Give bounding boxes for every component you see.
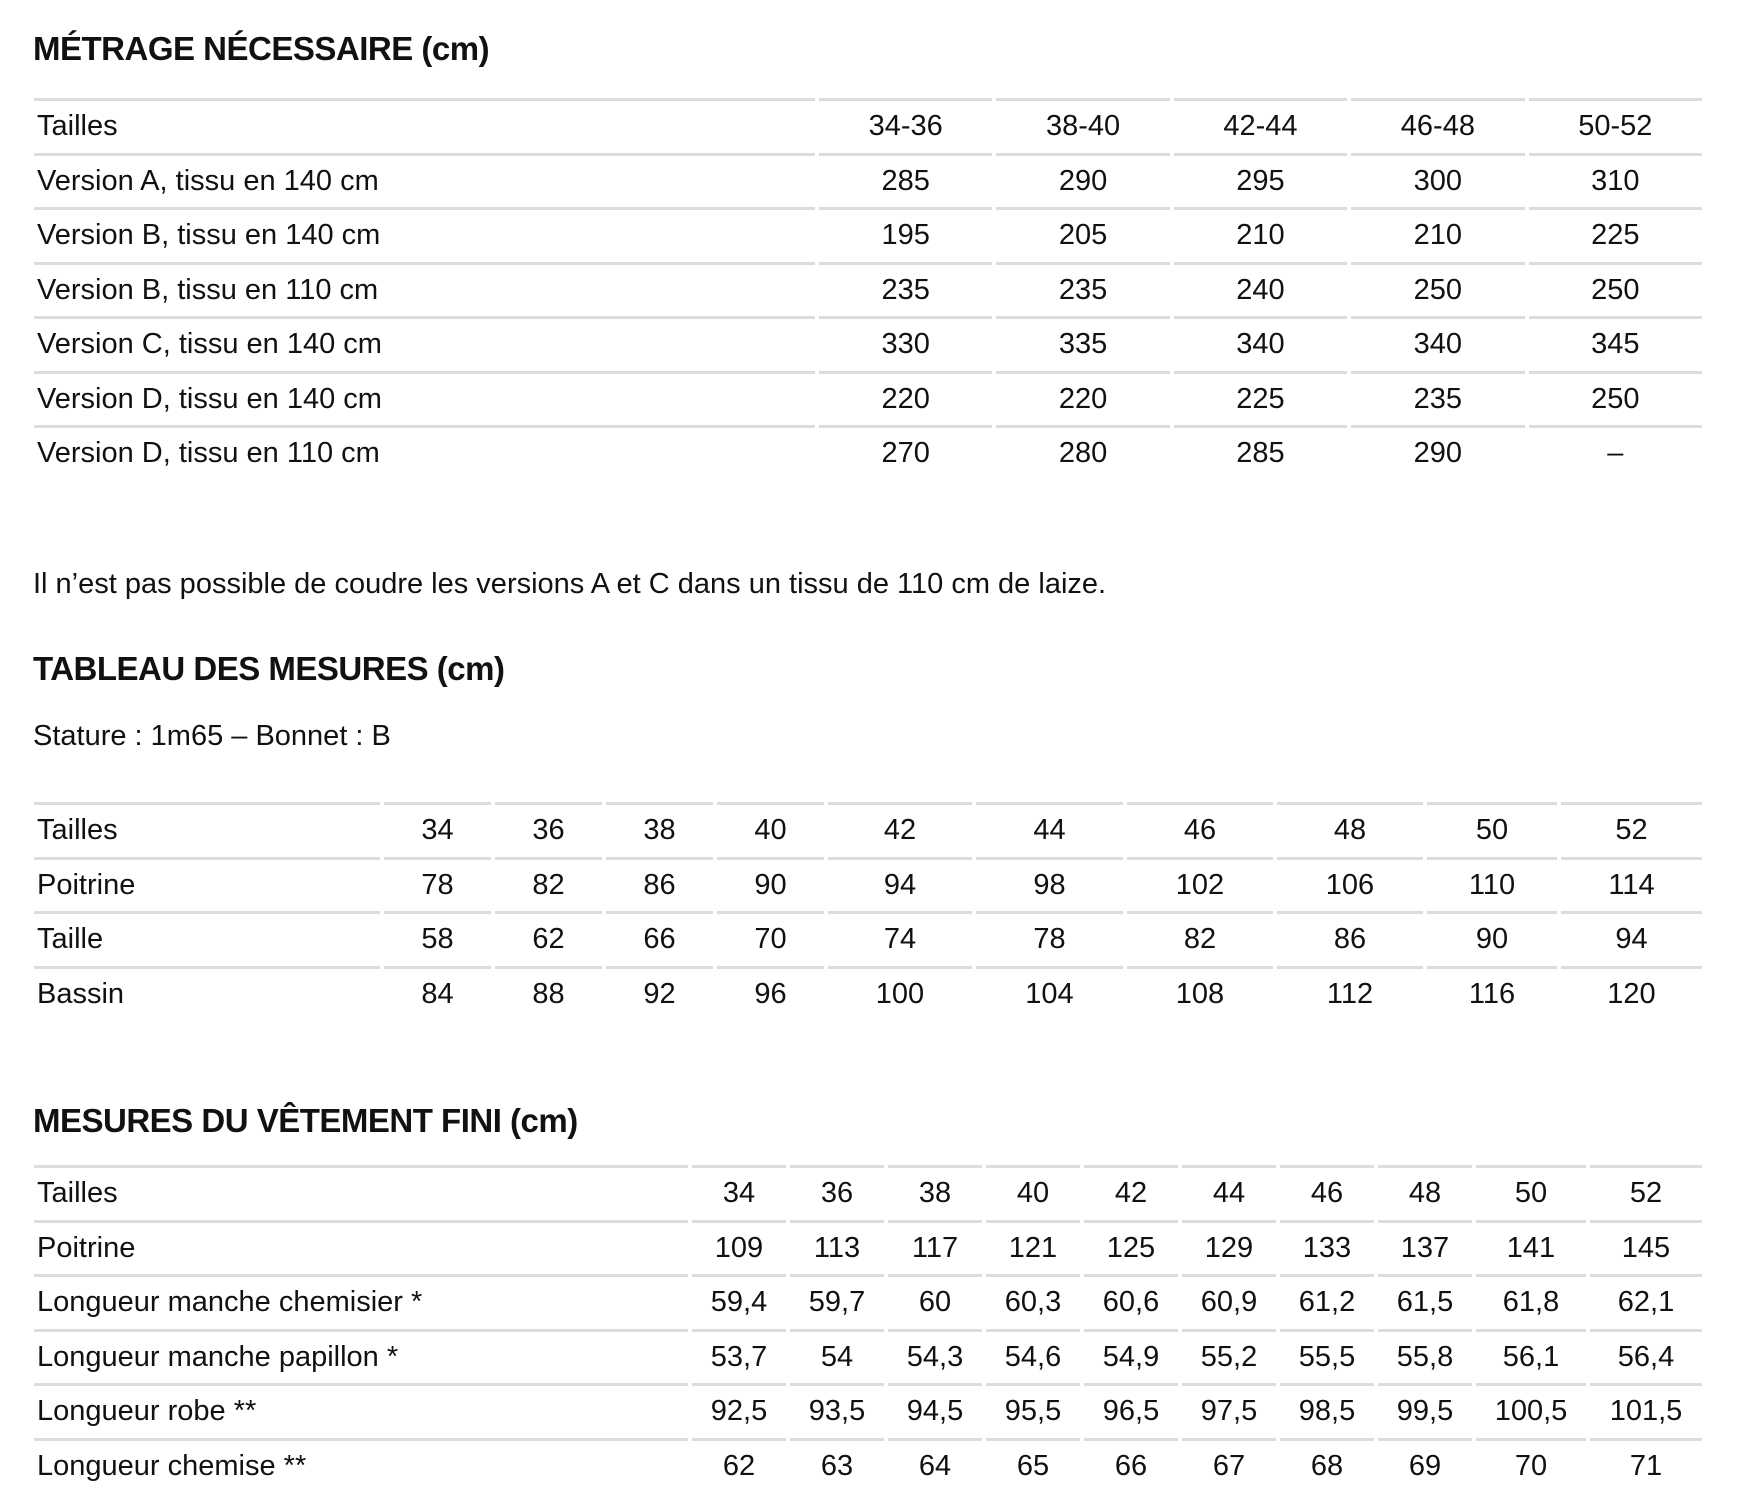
table-cell: 109: [692, 1220, 786, 1275]
column-header-size: 38: [888, 1165, 982, 1220]
table-row: [34, 1274, 1702, 1329]
row-label: Poitrine: [34, 1220, 688, 1275]
table-cell: 67: [1182, 1438, 1276, 1493]
column-header-size: 40: [717, 802, 824, 857]
table-cell: 55,8: [1378, 1329, 1472, 1384]
row-label: Version D, tissu en 140 cm: [34, 371, 815, 426]
table-cell: 285: [1174, 425, 1347, 480]
row-label: Version B, tissu en 140 cm: [34, 207, 815, 262]
table-header-row: [34, 98, 1702, 153]
table-cell: 220: [819, 371, 992, 426]
table-mesures: [30, 802, 1706, 1020]
column-header-size: 42: [828, 802, 972, 857]
table-cell: 125: [1084, 1220, 1178, 1275]
note-laize: Il n’est pas possible de coudre les versions A et C dans un tissu de 110 cm de laize.: [33, 568, 1107, 600]
table-cell: 61,2: [1280, 1274, 1374, 1329]
table-cell: 98,5: [1280, 1383, 1374, 1438]
column-header-size: 38: [606, 802, 713, 857]
column-header-size: 34-36: [819, 98, 992, 153]
row-label: Version C, tissu en 140 cm: [34, 316, 815, 371]
table-cell: 60: [888, 1274, 982, 1329]
row-label: Longueur manche papillon *: [34, 1329, 688, 1384]
row-label: Longueur manche chemisier *: [34, 1274, 688, 1329]
table-cell: 310: [1529, 153, 1702, 208]
table-row: [34, 425, 1702, 480]
table-cell: 94: [828, 857, 972, 912]
table-cell: 71: [1590, 1438, 1702, 1493]
table-cell: 235: [819, 262, 992, 317]
table-cell: 117: [888, 1220, 982, 1275]
table-cell: 62: [495, 911, 602, 966]
table-cell: 104: [976, 966, 1123, 1021]
table-cell: 101,5: [1590, 1383, 1702, 1438]
table-cell: 62,1: [1590, 1274, 1702, 1329]
table-cell: 95,5: [986, 1383, 1080, 1438]
row-label: Version D, tissu en 110 cm: [34, 425, 815, 480]
table-cell: 93,5: [790, 1383, 884, 1438]
column-header-size: 48: [1277, 802, 1423, 857]
table-cell: 280: [996, 425, 1169, 480]
table-cell: 54,3: [888, 1329, 982, 1384]
table-row: [34, 371, 1702, 426]
table-cell: 86: [606, 857, 713, 912]
table-cell: 145: [1590, 1220, 1702, 1275]
row-label: Taille: [34, 911, 380, 966]
table-cell: 225: [1174, 371, 1347, 426]
table-cell: 99,5: [1378, 1383, 1472, 1438]
table-cell: 61,5: [1378, 1274, 1472, 1329]
row-label: Poitrine: [34, 857, 380, 912]
table-cell: 59,4: [692, 1274, 786, 1329]
table-cell: 60,3: [986, 1274, 1080, 1329]
table-row: [34, 1329, 1702, 1384]
row-label: Longueur chemise **: [34, 1438, 688, 1493]
table-cell: 70: [1476, 1438, 1586, 1493]
table-cell: 60,9: [1182, 1274, 1276, 1329]
table-cell: 250: [1529, 262, 1702, 317]
table-cell: 225: [1529, 207, 1702, 262]
table-row: [34, 153, 1702, 208]
column-header-size: 34: [692, 1165, 786, 1220]
column-header-size: 52: [1590, 1165, 1702, 1220]
column-header-size: 42: [1084, 1165, 1178, 1220]
table-cell: 340: [1174, 316, 1347, 371]
table-cell: 94,5: [888, 1383, 982, 1438]
table-cell: 220: [996, 371, 1169, 426]
table-cell: 114: [1561, 857, 1702, 912]
table-cell: 56,1: [1476, 1329, 1586, 1384]
column-header-size: 44: [1182, 1165, 1276, 1220]
column-header-size: 38-40: [996, 98, 1169, 153]
table-cell: 94: [1561, 911, 1702, 966]
table-row: [34, 1383, 1702, 1438]
table-cell: 59,7: [790, 1274, 884, 1329]
table-cell: 70: [717, 911, 824, 966]
table-cell: 110: [1427, 857, 1557, 912]
table-cell: 55,5: [1280, 1329, 1374, 1384]
column-header-size: 46-48: [1351, 98, 1524, 153]
table-cell: 345: [1529, 316, 1702, 371]
table-cell: 68: [1280, 1438, 1374, 1493]
table-cell: 65: [986, 1438, 1080, 1493]
table-fini: [30, 1165, 1706, 1492]
table-header-row: [34, 802, 1702, 857]
table-cell: 113: [790, 1220, 884, 1275]
stature-bonnet-text: Stature : 1m65 – Bonnet : B: [33, 720, 391, 752]
table-cell: 335: [996, 316, 1169, 371]
table-cell: 133: [1280, 1220, 1374, 1275]
table-header-row: [34, 1165, 1702, 1220]
table-row: [34, 316, 1702, 371]
table-cell: 60,6: [1084, 1274, 1178, 1329]
column-header-label: Tailles: [34, 98, 815, 153]
table-cell: 285: [819, 153, 992, 208]
column-header-size: 50: [1476, 1165, 1586, 1220]
table-cell: 195: [819, 207, 992, 262]
table-cell: 235: [1351, 371, 1524, 426]
column-header-size: 40: [986, 1165, 1080, 1220]
row-label: Bassin: [34, 966, 380, 1021]
table-cell: 61,8: [1476, 1274, 1586, 1329]
column-header-size: 46: [1280, 1165, 1374, 1220]
column-header-size: 46: [1127, 802, 1273, 857]
table-cell: 92,5: [692, 1383, 786, 1438]
table-cell: 69: [1378, 1438, 1472, 1493]
column-header-size: 34: [384, 802, 491, 857]
table-cell: 108: [1127, 966, 1273, 1021]
table-row: [34, 857, 1702, 912]
table-cell: 96,5: [1084, 1383, 1178, 1438]
section-title-mesures: TABLEAU DES MESURES (cm): [33, 650, 505, 687]
table-row: [34, 1438, 1702, 1493]
table-cell: 64: [888, 1438, 982, 1493]
table-cell: 205: [996, 207, 1169, 262]
table-cell: 100,5: [1476, 1383, 1586, 1438]
table-cell: 295: [1174, 153, 1347, 208]
table-cell: 54,6: [986, 1329, 1080, 1384]
table-cell: 66: [1084, 1438, 1178, 1493]
table-cell: 62: [692, 1438, 786, 1493]
table-cell: 58: [384, 911, 491, 966]
table-cell: 63: [790, 1438, 884, 1493]
table-cell: 121: [986, 1220, 1080, 1275]
table-cell: 56,4: [1590, 1329, 1702, 1384]
column-header-label: Tailles: [34, 1165, 688, 1220]
column-header-size: 50-52: [1529, 98, 1702, 153]
table-cell: 210: [1174, 207, 1347, 262]
table-cell: 210: [1351, 207, 1524, 262]
table-cell: 340: [1351, 316, 1524, 371]
table-cell: 102: [1127, 857, 1273, 912]
table-cell: 90: [1427, 911, 1557, 966]
table-cell: 82: [1127, 911, 1273, 966]
table-cell: 53,7: [692, 1329, 786, 1384]
row-label: Version B, tissu en 110 cm: [34, 262, 815, 317]
table-cell: 100: [828, 966, 972, 1021]
column-header-size: 36: [495, 802, 602, 857]
table-cell: 66: [606, 911, 713, 966]
table-cell: 250: [1351, 262, 1524, 317]
table-cell: –: [1529, 425, 1702, 480]
table-cell: 74: [828, 911, 972, 966]
table-cell: 270: [819, 425, 992, 480]
table-metrage: [30, 98, 1706, 480]
table-cell: 112: [1277, 966, 1423, 1021]
column-header-size: 52: [1561, 802, 1702, 857]
table-cell: 129: [1182, 1220, 1276, 1275]
table-cell: 92: [606, 966, 713, 1021]
table-row: [34, 911, 1702, 966]
table-cell: 54: [790, 1329, 884, 1384]
table-cell: 55,2: [1182, 1329, 1276, 1384]
table-cell: 88: [495, 966, 602, 1021]
row-label: Longueur robe **: [34, 1383, 688, 1438]
table-cell: 141: [1476, 1220, 1586, 1275]
table-cell: 90: [717, 857, 824, 912]
column-header-label: Tailles: [34, 802, 380, 857]
table-cell: 82: [495, 857, 602, 912]
table-cell: 235: [996, 262, 1169, 317]
table-cell: 54,9: [1084, 1329, 1178, 1384]
column-header-size: 50: [1427, 802, 1557, 857]
table-cell: 250: [1529, 371, 1702, 426]
table-cell: 290: [996, 153, 1169, 208]
table-cell: 78: [976, 911, 1123, 966]
table-cell: 300: [1351, 153, 1524, 208]
table-row: [34, 1220, 1702, 1275]
column-header-size: 42-44: [1174, 98, 1347, 153]
table-cell: 84: [384, 966, 491, 1021]
table-cell: 86: [1277, 911, 1423, 966]
table-cell: 96: [717, 966, 824, 1021]
table-row: [34, 262, 1702, 317]
section-title-metrage: MÉTRAGE NÉCESSAIRE (cm): [33, 30, 490, 67]
table-cell: 290: [1351, 425, 1524, 480]
table-row: [34, 966, 1702, 1021]
table-cell: 116: [1427, 966, 1557, 1021]
column-header-size: 36: [790, 1165, 884, 1220]
row-label: Version A, tissu en 140 cm: [34, 153, 815, 208]
section-title-fini: MESURES DU VÊTEMENT FINI (cm): [33, 1102, 578, 1139]
column-header-size: 48: [1378, 1165, 1472, 1220]
table-cell: 78: [384, 857, 491, 912]
table-cell: 330: [819, 316, 992, 371]
table-cell: 97,5: [1182, 1383, 1276, 1438]
column-header-size: 44: [976, 802, 1123, 857]
table-cell: 106: [1277, 857, 1423, 912]
table-cell: 98: [976, 857, 1123, 912]
table-cell: 137: [1378, 1220, 1472, 1275]
table-cell: 120: [1561, 966, 1702, 1021]
table-cell: 240: [1174, 262, 1347, 317]
table-row: [34, 207, 1702, 262]
